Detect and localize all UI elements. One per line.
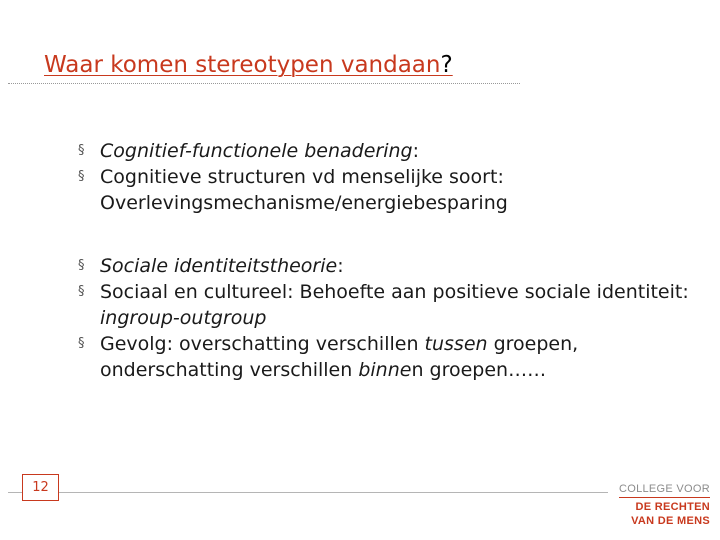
organization-logo: [619, 482, 710, 528]
bullet-text: [100, 253, 708, 279]
bullet-text: [100, 331, 708, 383]
slide-title: [44, 52, 453, 78]
slide-title-question-mark: ?: [440, 52, 453, 78]
bullet-text: [100, 279, 708, 331]
bullet-item: [78, 138, 708, 164]
bullet-text-italic: ingroup-outgroup: [100, 307, 267, 329]
bullet-text-italic: Cognitief-functionele benadering: [100, 140, 413, 162]
bullet-list: [78, 138, 708, 383]
bullet-text-run: :: [337, 255, 344, 277]
bullet-text-run: Sociaal en cultureel: Behoefte aan positieve sociale identiteit:: [100, 281, 689, 303]
logo-divider: [619, 497, 710, 498]
slide-title-text: Waar komen stereotypen vandaan: [44, 52, 441, 78]
bullet-item: [78, 253, 708, 279]
bullet-marker-icon: §: [78, 336, 85, 351]
page-number: [22, 474, 59, 501]
title-divider: [8, 83, 520, 84]
bullet-text-run: Cognitieve structuren vd menselijke soort: Overlevingsmechanisme/energiebesparing: [100, 166, 508, 214]
bullet-marker-icon: §: [78, 143, 85, 158]
bullet-text-run: Gevolg: overschatting verschillen: [100, 333, 425, 355]
bullet-group-gap: [78, 216, 708, 253]
bullet-text: [100, 138, 708, 164]
footer-divider: [8, 492, 608, 493]
bullet-text-italic: Sociale identiteitstheorie: [100, 255, 338, 277]
bullet-item: [78, 164, 708, 216]
logo-line-1: COLLEGE VOOR: [618, 483, 710, 495]
bullet-text-italic: tussen: [424, 333, 488, 355]
bullet-text: [100, 164, 708, 216]
bullet-item: [78, 279, 708, 331]
page-number-text: 12: [32, 480, 49, 495]
logo-line-2: DE RECHTEN: [635, 501, 710, 513]
logo-line-3: VAN DE MENS: [631, 515, 710, 527]
bullet-marker-icon: §: [78, 169, 85, 184]
bullet-marker-icon: §: [78, 258, 85, 273]
bullet-text-run: n groepen……: [411, 359, 547, 381]
bullet-marker-icon: §: [78, 284, 85, 299]
bullet-text-run: groepen, onderschatting verschillen: [100, 333, 579, 381]
bullet-text-run: :: [412, 140, 419, 162]
bullet-item: [78, 331, 708, 383]
bullet-text-italic: binne: [358, 359, 412, 381]
